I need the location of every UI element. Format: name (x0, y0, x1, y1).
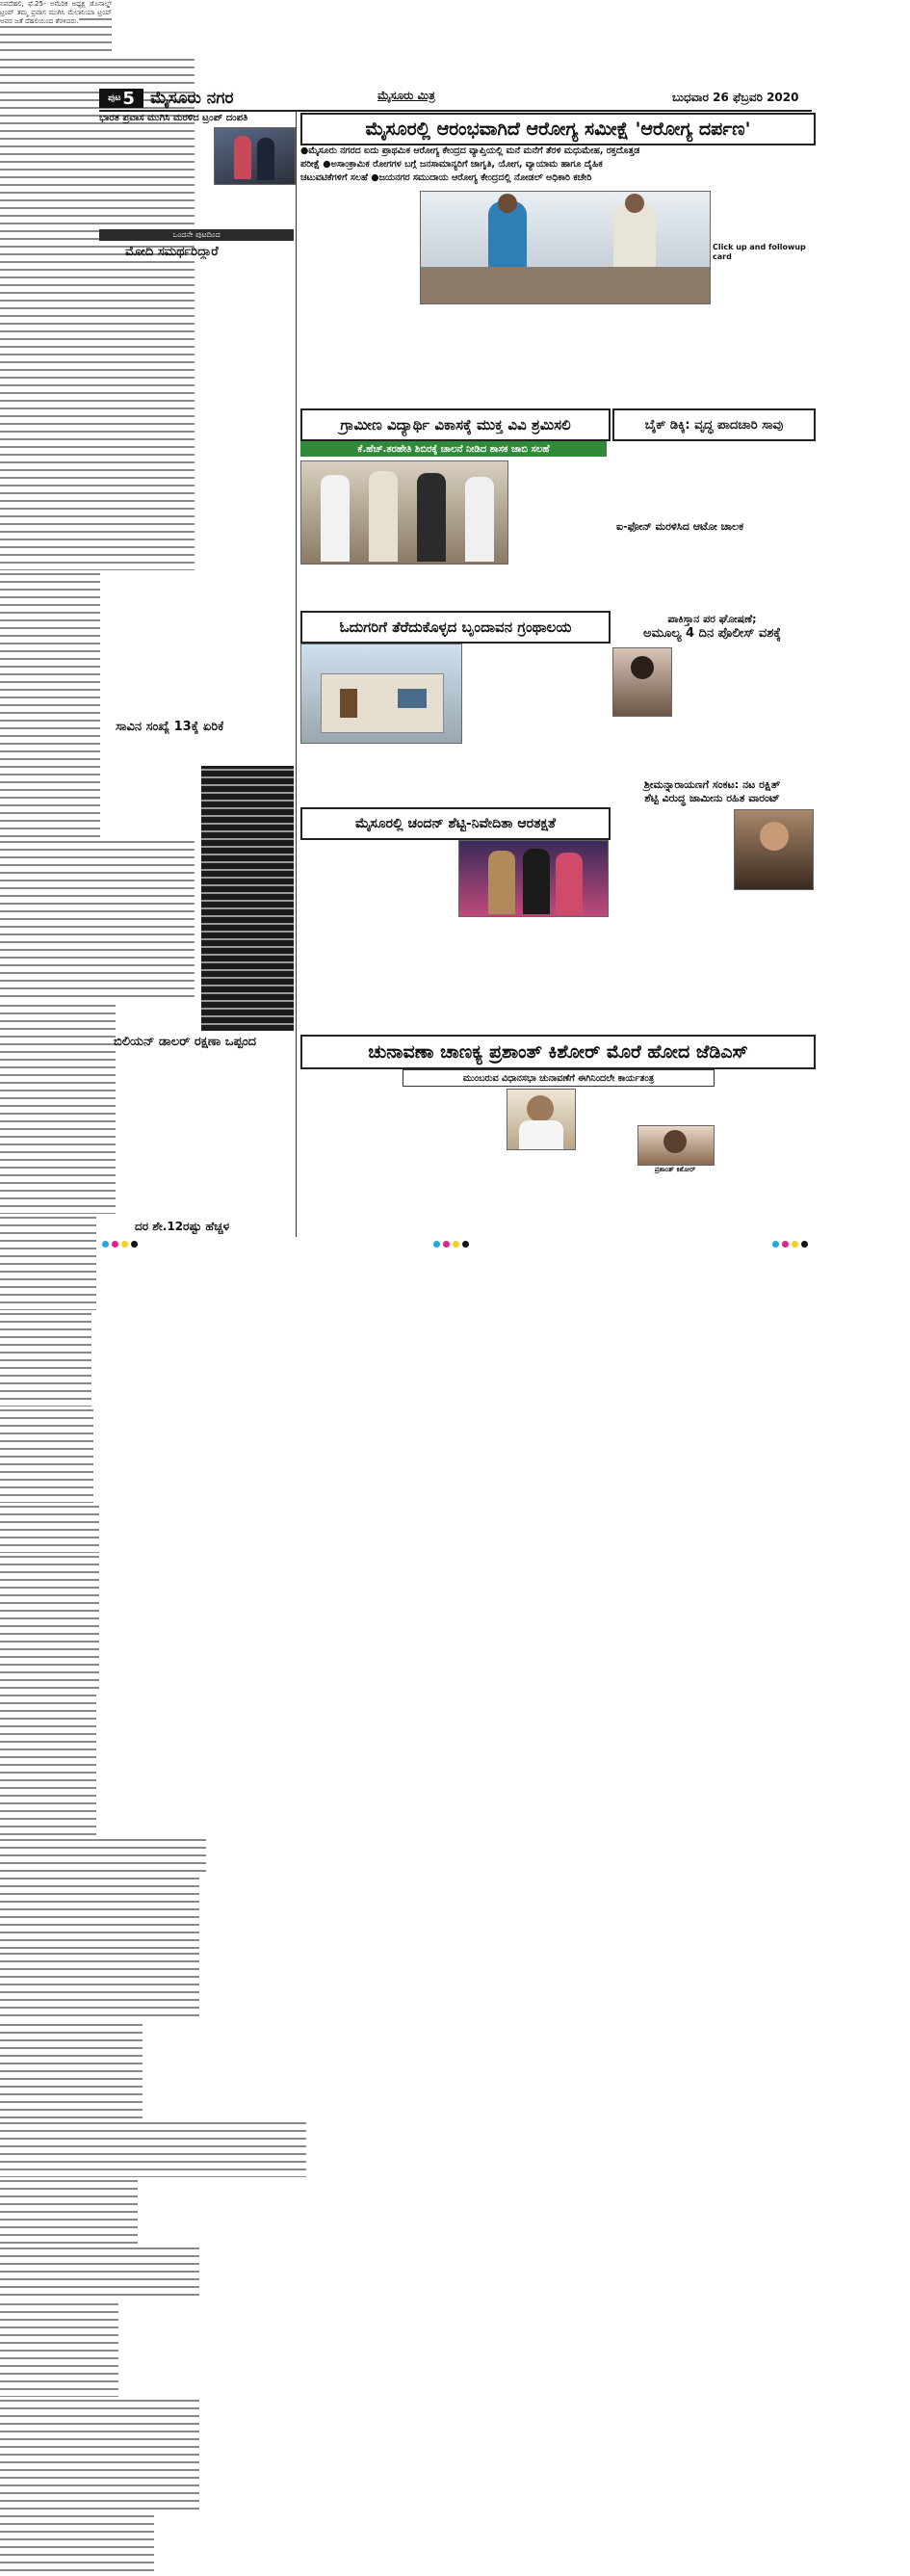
death-toll-headline: ಸಾವಿನ ಸಂಖ್ಯೆ 13ಕ್ಕೆ ಏರಿಕೆ (116, 720, 224, 734)
library-building-photo (300, 644, 462, 744)
accident-headline-box (612, 408, 816, 441)
lead-bullet-2: ಪರೀಕ್ಷೆ ●ಅಸಾಂಕ್ರಾಮಿಕ ರೋಗಗಳ ಬಗ್ಗೆ ಜನಸಾಮಾನ್ಯರಿಗೆ ಜಾಗೃತಿ, ಯೋಗ, ವ್ಯಾಯಾಮ ಹಾಗೂ ದೈಹಿಕ (300, 159, 603, 170)
reg-dot-black-3 (801, 1241, 808, 1248)
page-number-badge (99, 89, 143, 108)
rural-body-col2 (0, 1836, 206, 1875)
accident-body (0, 1875, 199, 1950)
library-headline-box (300, 611, 611, 644)
defence-deal-body (0, 838, 195, 1002)
pakistan-headline-2: ಅಮೂಲ್ಯ 4 ದಿನ ಪೊಲೀಸ್ ವಶಕ್ಕೆ (643, 626, 781, 641)
prashant-caption: ಪ್ರಶಾಂತ್ ಕಿಶೋರ್ (654, 1166, 696, 1173)
election-subhead: ಮುಂಬರುವ ವಿಧಾನಸಭಾ ಚುನಾವಣೆಗೆ ಈಗಿನಿಂದಲೇ ಕಾರ್ಯತಂತ್ರ (462, 1072, 655, 1084)
continued-label: ಒಂದನೇ ಪುಟದಿಂದ (172, 230, 221, 239)
chandan-headline-box (300, 807, 611, 840)
death-toll-body-2 (0, 570, 100, 838)
lead-body-col5 (0, 1503, 99, 1553)
sriman-headline: ಶ್ರೀಮನ್ನಾರಾಯಣಗೆ ಸಂಕಟ: ನಟ ರಕ್ಷಿತ್ (643, 778, 781, 791)
amulya-photo (612, 647, 672, 717)
election-headline-box (300, 1035, 816, 1069)
lead-headline: ಮೈಸೂರಲ್ಲಿ ಆರಂಭವಾಗಿದೆ ಆರೋಗ್ಯ ಸಮೀಕ್ಷೆ 'ಆರೋಗ್ಯ ದರ್ಪಣ' (365, 118, 751, 140)
price-hike-headline: ದರ ಶೇ.12ರಷ್ಟು ಹೆಚ್ಚಳ (135, 1220, 230, 1233)
rural-banner (300, 441, 607, 457)
pakistan-headline: ಪಾಕಿಸ್ತಾನ ಪರ ಘೋಷಣೆ; (667, 613, 757, 625)
library-body-col2 (0, 2119, 306, 2177)
column-rule (296, 112, 297, 1237)
library-body-col1 (0, 2021, 143, 2119)
lead-bullet-3: ಚಟುವಟಿಕೆಗಳಿಗೆ ಸಲಹೆ ●ಜಯನಗರ ಸಮುದಾಯ ಆರೋಗ್ಯ ಕೇಂದ್ರದಲ್ಲಿ ನೋಡಲ್ ಅಧಿಕಾರಿ ಕಚೇರಿ (300, 172, 592, 183)
reg-dot-yellow-3 (792, 1241, 798, 1248)
story-trump-body (0, 0, 112, 56)
lead-headline-box (300, 113, 816, 145)
rural-headline-box (300, 408, 611, 441)
death-toll-body (0, 543, 195, 570)
reg-dot-yellow-2 (453, 1241, 459, 1248)
reg-dot-yellow (121, 1241, 128, 1248)
chandan-body-col1 (0, 2512, 154, 2576)
reg-dot-cyan-3 (772, 1241, 779, 1248)
sriman-body-col2 (0, 2397, 199, 2512)
rural-headline: ಗ್ರಾಮೀಣ ವಿದ್ಯಾರ್ಥಿ ವಿಕಾಸಕ್ಕೆ ಮುಕ್ತ ವಿವಿ ಶ್ರಮಿಸಲಿ (340, 416, 571, 434)
sriman-body-col1 (0, 2300, 118, 2397)
paper-name: ಮೈಸೂರು ಮಿತ್ರ (377, 89, 435, 102)
rural-body-col1 (0, 1692, 96, 1836)
defence-deal-headline: ಬಿಲಿಯನ್ ಡಾಲರ್ ರಕ್ಷಣಾ ಒಪ್ಪಂದ (114, 1035, 257, 1049)
lead-body-col4 (0, 1406, 93, 1503)
deve-gowda-photo (507, 1089, 576, 1150)
delhi-violence-box (201, 766, 294, 1031)
reg-dot-magenta-3 (782, 1241, 789, 1248)
health-survey-photo (420, 191, 711, 304)
trump-photo (214, 127, 296, 185)
pakistan-body-col1 (0, 2177, 138, 2245)
story-trump-text: ನವದೆಹಲಿ, ಫೆ.25- ಅಮೆರಿಕ ಅಧ್ಯಕ್ಷ ಡೊನಾಲ್ಡ್ ಟ್ರಂಪ್ ತಮ್ಮ ಪ್ರವಾಸ ಮುಗಿಸಿ ಮೆಲಾನಿಯಾ ಟ್ರಂಪ್ ಅವರ ಜತೆ ದೆಹಲಿಯಿಂದ ತೆರಳಿದರು. (0, 0, 112, 25)
election-headline: ಚುನಾವಣಾ ಚಾಣಕ್ಯ ಪ್ರಶಾಂತ್ ಕಿಶೋರ್ ಮೊರೆ ಹೋದ ಜೆಡಿಎಸ್ (368, 1041, 748, 1063)
reg-dot-black (131, 1241, 138, 1248)
reception-photo (458, 840, 609, 917)
lead-body-col5b (0, 1553, 99, 1692)
prashant-kishor-photo (637, 1125, 715, 1166)
reg-dot-black-2 (462, 1241, 469, 1248)
masthead-rule (99, 110, 812, 112)
lead-body-col2 (0, 1214, 96, 1310)
pakistan-headline-block (612, 613, 812, 641)
chandan-headline: ಮೈಸೂರಲ್ಲಿ ಚಂದನ್ ಶೆಟ್ಟಿ-ನಿವೇದಿತಾ ಆರತಕ್ಷತೆ (354, 816, 557, 831)
reg-dot-cyan (102, 1241, 109, 1248)
accident-headline: ಬೈಕ್ ಡಿಕ್ಕಿ: ವೃದ್ಧ ಪಾದಚಾರಿ ಸಾವು (644, 417, 784, 433)
rural-event-photo (300, 460, 508, 565)
iphone-body (0, 1950, 199, 2021)
continued-banner (99, 229, 294, 241)
sriman-headline-2: ಶೆಟ್ಟಿ ವಿರುದ್ಧ ಜಾಮೀನು ರಹಿತ ವಾರಂಟ್ (644, 792, 780, 804)
sriman-headline-block (612, 778, 812, 805)
section-title: ಮೈಸೂರು ನಗರ (150, 89, 234, 108)
rakshit-photo (734, 809, 814, 890)
reg-dot-cyan-2 (433, 1241, 440, 1248)
iphone-headline: ಐ-ಫೋನ್ ಮರಳಿಸಿದ ಆಟೋ ಚಾಲಕ (616, 520, 744, 533)
reg-dot-magenta (112, 1241, 118, 1248)
story-trump-body-2 (0, 56, 195, 89)
page-num: 5 (122, 88, 135, 109)
lead-bullets (300, 145, 812, 185)
modi-body (0, 89, 195, 543)
issue-date: ಬುಧವಾರ 26 ಫೆಬ್ರವರಿ 2020 (672, 91, 799, 104)
lead-bullet-1: ●ಮೈಸೂರು ನಗರದ ಐದು ಪ್ರಾಥಮಿಕ ಆರೋಗ್ಯ ಕೇಂದ್ರದ ವ್ಯಾಪ್ತಿಯಲ್ಲಿ ಮನೆ ಮನೆಗೆ ತೆರಳಿ ಮಧುಮೇಹ, ರಕ್ತದೊತ್ತಡ (300, 145, 640, 156)
pakistan-body-col2 (0, 2245, 199, 2300)
story-trump-headline: ಭಾರತ ಪ್ರವಾಸ ಮುಗಿಸಿ ಮರಳಿದ ಟ್ರಂಪ್ ದಂಪತಿ (99, 113, 248, 123)
modi-headline: ಮೋದಿ ಸಮರ್ಥರಿದ್ದಾರೆ (125, 245, 219, 259)
library-headline: ಓದುಗರಿಗೆ ತೆರೆದುಕೊಳ್ಳದ ಬೃಂದಾವನ ಗ್ರಂಥಾಲಯ (339, 618, 572, 636)
lead-side-english: Click up and followup card (713, 243, 806, 261)
page-label: ಪುಟ (108, 93, 121, 103)
rural-banner-text: ಕೆ.ಹೆಚ್.ತರಹೇತಿ ಶಿಬಿರಕ್ಕೆ ಚಾಲನೆ ನೀಡಿದ ಶಾಸಕ ಜಾಬಿ ಸಲಹೆ (357, 443, 550, 455)
election-subhead-box (403, 1069, 715, 1087)
reg-dot-magenta-2 (443, 1241, 450, 1248)
lead-body-col1 (0, 1002, 116, 1214)
lead-body-col3 (0, 1310, 91, 1406)
